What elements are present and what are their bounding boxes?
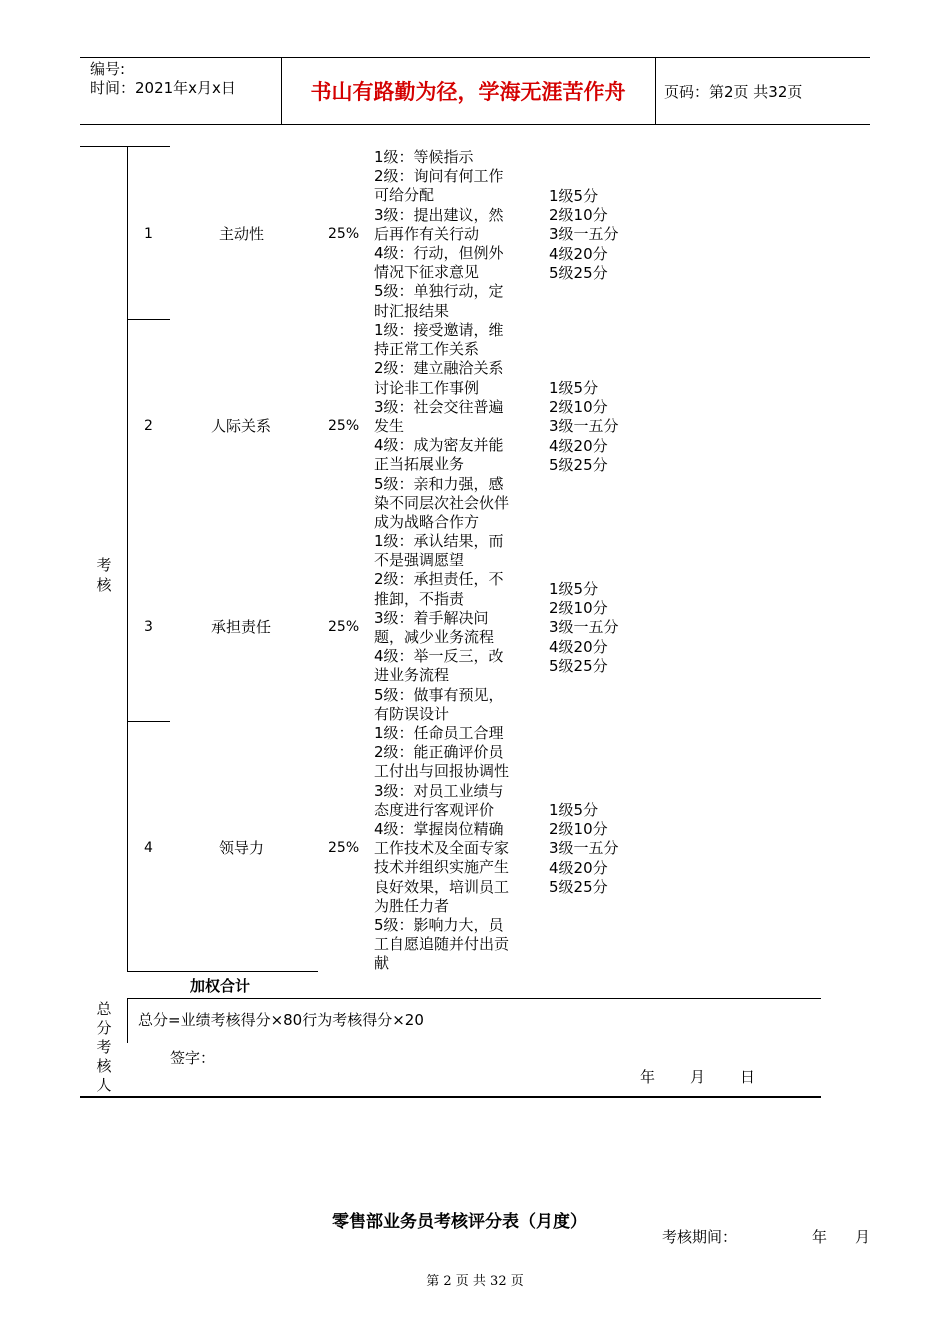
criteria-line: 3级：社会交往普遍 [374,397,504,416]
side-label-char: 人 [96,1076,112,1094]
row-number: 1 [144,226,153,242]
score-line: 4级20分 [549,436,608,455]
header-page-info: 页码：第2页 共32页 [664,83,803,101]
header-motto: 书山有路勤为径，学海无涯苦作舟 [310,80,626,104]
side-label-kaohe [94,555,114,595]
score-line: 3级一五分 [549,417,619,436]
signature-label: 签字： [170,1049,216,1067]
row-item: 领导力 [219,839,265,857]
side-label-char: 总 [96,1000,112,1018]
criteria-line: 2级：能正确评价员 [374,743,504,762]
table-bottom-rule [80,1096,821,1098]
score-line: 2级10分 [549,599,608,618]
table-inner-vertical [127,146,128,971]
row-criteria [374,724,509,974]
criteria-line: 2级：建立融洽关系 [374,359,504,378]
criteria-line: 5级：亲和力强，感 [374,474,504,493]
criteria-line: 5级：影响力大，员 [374,916,504,935]
criteria-line: 1级：接受邀请，维 [374,321,504,339]
score-line: 3级一五分 [549,225,619,244]
next-form-title: 零售部业务员考核评分表（月度） [332,1212,587,1232]
row-criteria [374,321,509,532]
row-number: 2 [144,418,153,434]
score-line: 4级20分 [549,637,608,656]
side-label-char: 核 [96,1057,112,1075]
weighted-total-label: 加权合计 [190,977,251,995]
header-bottom-rule [80,124,870,125]
criteria-line: 后再作有关行动 [374,224,480,243]
criteria-line: 为胜任力者 [374,896,450,915]
period-month: 月 [855,1228,871,1246]
side-label-char: 考 [96,556,112,574]
row-scores [549,580,619,676]
total-formula: 总分=业绩考核得分×80行为考核得分×20 [138,1011,424,1029]
criteria-line: 1级：承认结果，而 [374,532,504,550]
criteria-line: 4级：成为密友并能 [374,436,504,455]
date-month: 月 [690,1068,706,1086]
row-scores [549,379,619,475]
score-line: 2级10分 [549,398,608,417]
criteria-line: 4级：举一反三，改 [374,647,504,666]
criteria-line: 献 [374,954,390,973]
criteria-line: 1级：等候指示 [374,148,474,166]
row-1-top-rule [127,146,170,147]
criteria-line: 4级：掌握岗位精确 [374,820,504,839]
criteria-line: 染不同层次社会伙伴 [374,493,510,512]
criteria-line: 工作技术及全面专家 [374,839,510,858]
total-section-vertical [127,998,128,1043]
table-top-rule-left [80,146,128,147]
side-label-char: 分 [96,1019,112,1037]
criteria-line: 推卸，不指责 [374,589,465,608]
weighted-total-top-rule [127,971,318,972]
criteria-line: 2级：承担责任，不 [374,570,504,589]
row-weight: 25% [328,840,360,856]
score-line: 5级25分 [549,263,608,282]
criteria-line: 3级：对员工业绩与 [374,781,504,800]
row-2-top-rule [127,319,170,320]
score-line: 5级25分 [549,455,608,474]
criteria-line: 正当拓展业务 [374,455,465,474]
row-item: 人际关系 [211,417,272,435]
criteria-line: 情况下征求意见 [374,263,480,282]
score-line: 1级5分 [549,580,599,598]
criteria-line: 发生 [374,417,405,436]
score-line: 3级一五分 [549,839,619,858]
criteria-line: 工自愿追随并付出贡 [374,935,510,954]
row-item: 主动性 [219,225,265,243]
row-weight: 25% [328,226,360,242]
criteria-line: 技术并组织实施产生 [374,858,510,877]
criteria-line: 工付出与回报协调性 [374,762,510,781]
score-line: 2级10分 [549,820,608,839]
row-4-top-rule [127,721,170,722]
criteria-line: 良好效果，培训员工 [374,877,510,896]
criteria-line: 讨论非工作事例 [374,378,480,397]
criteria-line: 时汇报结果 [374,301,450,320]
side-label-total-reviewer [94,1000,114,1095]
score-line: 2级10分 [549,206,608,225]
criteria-line: 进业务流程 [374,666,450,685]
date-day: 日 [740,1068,756,1086]
criteria-line: 5级：单独行动，定 [374,282,504,301]
row-weight: 25% [328,418,360,434]
criteria-line: 有防误设计 [374,704,450,723]
score-line: 4级20分 [549,858,608,877]
row-scores [549,187,619,283]
criteria-line: 1级：任命员工合理 [374,724,504,742]
total-section-top-rule [127,998,821,999]
criteria-line: 5级：做事有预见， [374,685,504,704]
score-line: 1级5分 [549,379,599,397]
header-top-rule [80,57,870,58]
header-divider-right [655,57,656,125]
score-line: 5级25分 [549,877,608,896]
row-number: 3 [144,619,153,635]
period-label: 考核期间： [662,1228,738,1246]
criteria-line: 3级：着手解决问 [374,608,489,627]
side-label-char: 考 [96,1038,112,1056]
score-line: 1级5分 [549,187,599,205]
criteria-line: 题，减少业务流程 [374,628,495,647]
row-criteria [374,148,504,321]
period-year: 年 [812,1228,828,1246]
score-line: 1级5分 [549,801,599,819]
criteria-line: 2级：询问有何工作 [374,167,504,186]
row-weight: 25% [328,619,360,635]
row-scores [549,801,619,897]
criteria-line: 成为战略合作方 [374,513,480,532]
criteria-line: 3级：提出建议，然 [374,205,504,224]
score-line: 3级一五分 [549,618,619,637]
row-item: 承担责任 [211,618,272,636]
criteria-line: 态度进行客观评价 [374,800,495,819]
row-criteria [374,532,504,724]
header-time-label: 时间：2021年x月x日 [90,79,236,97]
score-line: 4级20分 [549,244,608,263]
criteria-line: 不是强调愿望 [374,551,465,570]
page-footer: 第 2 页 共 32 页 [426,1274,524,1289]
score-line: 5级25分 [549,656,608,675]
date-year: 年 [640,1068,656,1086]
header-number-label: 编号: [90,60,126,78]
side-label-char: 核 [96,576,112,594]
criteria-line: 可给分配 [374,186,435,205]
criteria-line: 4级：行动，但例外 [374,244,504,263]
criteria-line: 持正常工作关系 [374,340,480,359]
row-number: 4 [144,840,153,856]
